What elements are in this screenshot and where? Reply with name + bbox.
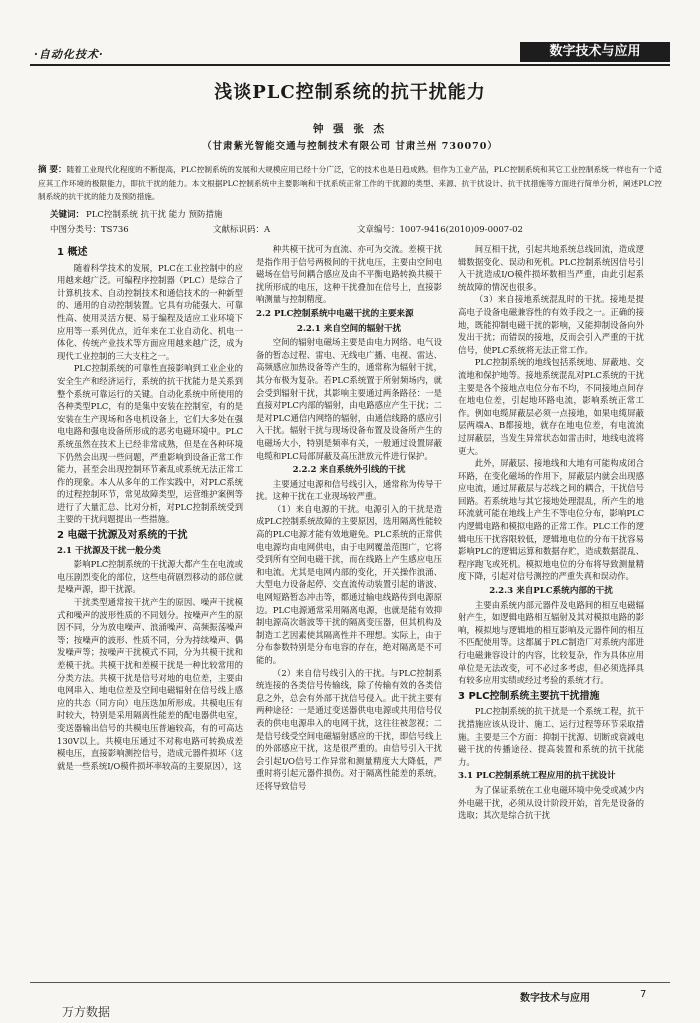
paragraph: 种共模干扰可为直流、亦可为交流。差模干扰是指作用于信号两极间的干扰电压，主要由空间电磁场在信号间耦合感应及由不平衡电路转换共模干扰所形成的电压，这种干扰叠加在信号上，直接影响测量与控制精度。 [256, 244, 442, 305]
section-heading: 2.1 干扰源及干扰一般分类 [57, 545, 161, 556]
paragraph: PLC控制系统的抗干扰是一个系统工程，抗干扰措施应该从设计、施工、运行过程等环节采取措施。主要是三个方面：抑制干扰源、切断或衰减电磁干扰的传播途径、提高装置和系统的抗干扰能力。 [458, 706, 644, 767]
section-heading: 1 概述 [57, 247, 88, 258]
paragraph: 随着科学技术的发展，PLC在工业控制中的应用越来越广泛。可编程序控制器（PLC）是综合了计算机技术、自动控制技术和通信技术的一种新型的、通用的自动控制装置。它具有功能强大、可靠性高、使用灵活方便、易于编程及适应工业环境下应用等一系列优点，近年来在工业自动化、机电一体化、传统产业技术等方面应用越来越广泛，成为现代工业控制的三大支柱之一。 [57, 262, 243, 361]
paragraph: （2）来自信号线引入的干扰。与PLC控制系统连接的各类信号传输线，除了传输有效的各类信息之外，总会有外部干扰信号侵入。此干扰主要有两种途径：一是通过变送器供电电源或共用信号仪表的供电电源串入的电网干扰，这往往被忽视；二是信号线受空间电磁辐射感应的干扰，即信号线上的外部感应干扰，这是很严重的。由信号引入干扰会引起I/O信号工作异常和测量精度大大降低，严重时将引起元器件损伤。对于隔离性能差的系统，还将导致信号 [256, 667, 442, 791]
authors: 钟 强 张 杰 [313, 123, 387, 135]
section-heading: 2.2.1 来自空间的辐射干扰 [296, 323, 402, 334]
paragraph: PLC控制系统的地线包括系统地、屏蔽地、交流地和保护地等。接地系统混乱对PLC系统的干扰主要是各个接地点电位分布不均，不同接地点间存在地电位差，引起地环路电流，影响系统正常工作。例如电缆屏蔽层必须一点接地，如果电缆屏蔽层两端A、B都接地，就存在地电位差，有电流流过屏蔽层，当发生异常状态如雷击时，地线电流将更大。 [458, 357, 644, 456]
paragraph: 主要通过电源和信号线引入，通常称为传导干扰。这种干扰在工业现场较严重。 [256, 478, 442, 502]
clc-number: 中图分类号：TS736 [50, 225, 129, 235]
section-heading: 2.2.2 来自系统外引线的干扰 [292, 465, 406, 476]
section-heading: 2.2.3 来自PLC系统内部的干扰 [489, 586, 613, 597]
page-number: 7 [640, 989, 647, 1000]
watermark: 万方数据 [62, 1005, 111, 1019]
section-heading: 2 电磁干扰源及对系统的干扰 [57, 530, 188, 542]
article-id: 文章编号：1007-9416(2010)09-0007-02 [357, 225, 523, 235]
paragraph: （3）来自接地系统混乱时的干扰。接地是提高电子设备电磁兼容性的有效手段之一。正确的接地，既能抑制电磁干扰的影响，又能抑制设备向外发出干扰；而错误的接地，反而会引入严重的干扰信号，使PLC系统将无法正常工作。 [458, 294, 644, 355]
section-heading: 3.1 PLC控制系统工程应用的抗干扰设计 [458, 771, 616, 782]
paragraph: 间互相干扰，引起共地系统总线回流，造成逻辑数据变化、误动和死机。PLC控制系统因信号引入干扰造成I/O模件损坏数相当严重，由此引起系统故障的情况也很多。 [458, 244, 644, 292]
paragraph: 为了保证系统在工业电磁环境中免受或减少内外电磁干扰，必须从设计阶段开始，首先是设备的选取；其次是综合抗干扰 [458, 784, 644, 821]
keywords-label: 关键词： [50, 210, 85, 220]
abstract-text: 随着工业现代化程度的不断提高，PLC控制系统的发展和大规模应用已经十分广泛，它的技术也是日趋成熟。但作为工业产品，PLC控制系统和其它工业控制系统一样也有一个适应其工作环境的极限能力，即抗干扰的能力。本文根据PLC控制系统中主要影响和干扰系统正常工作的干扰源的类型、来源、抗干扰设计、抗干扰措施等方面进行简单分析，阐述PLC控制系统的抗干扰的能力及预防措施。 [38, 165, 662, 201]
section-heading: 2.2 PLC控制系统中电磁干扰的主要来源 [256, 308, 414, 319]
column-2 [256, 243, 442, 793]
affiliation: （甘肃紫光智能交通与控制技术有限公司 甘肃兰州 730070） [202, 141, 498, 152]
doc-code: 文献标识码：A [213, 225, 271, 235]
keywords [50, 208, 223, 220]
paragraph: 干扰类型通常按干扰产生的原因、噪声干扰模式和噪声的波形性质的不同划分。按噪声产生的原因不同，分为放电噪声、浪涌噪声、高频振荡噪声等；按噪声的波形、性质不同，分为持续噪声、偶发噪声等；按噪声干扰模式不同，分为共模干扰和差模干扰。共模干扰和差模干扰是一种比较常用的分类方法。共模干扰是信号对地的电位差，主要由电网串入、地电位差及空间电磁辐射在信号线上感应的共态（同方向）电压迭加所形成。共模电压有时较大，特别是采用隔离性能差的配电器供电室，变送器输出信号的共模电压普遍较高，有的可高达130V以上。共模电压通过不对称电路可转换成差模电压，直接影响测控信号，造成元器件损坏（这就是一些系统I/O模件损坏率较高的主要原因），这 [57, 597, 243, 771]
paragraph: （1）来自电源的干扰。电源引入的干扰是造成PLC控制系统故障的主要原因，选用隔离性能较高的PLC电源才能有效地避免。PLC系统的正常供电电源均由电网供电，由于电网覆盖范围广，它将受到所有空间电磁干扰，而在线路上产生感应电压和电流。尤其是电网内部的变化，开关操作浪涌、大型电力设备起停、交直流传动装置引起的谐波、电网短路暂态冲击等，都通过输电线路传到电源原边。PLC电源通常采用隔离电源，也就是能有效抑制电源高次谐波等干扰的隔离变压器，但其机构及制造工艺因素使其隔离性并不理想。实际上，由于分布参数特别是分布电容的存在，绝对隔离是不可能的。 [256, 503, 442, 665]
paragraph: 此外，屏蔽层、接地线和大地有可能构成闭合环路，在变化磁场的作用下，屏蔽层内就会出现感应电流，通过屏蔽层与芯线之间的耦合，干扰信号回路。若系统地与其它接地处理混乱，所产生的地环流就可能在地线上产生不等电位分布，影响PLC内逻辑电路和模拟电路的正常工作。PLC工作的逻辑电压干扰容限较低，逻辑地电位的分布干扰容易影响PLC的逻辑运算和数据存贮，造成数据混乱、程序跑飞或死机。模拟地电位的分布将导致测量精度下降，引起对信号测控的严重失真和误动作。 [458, 458, 644, 582]
abstract-label: 摘 要： [38, 165, 67, 175]
paragraph: PLC控制系统的可靠性直接影响到工业企业的安全生产和经济运行，系统的抗干扰能力是关系到整个系统可靠运行的关键。自动化系统中所使用的各种类型PLC，有的是集中安装在控制室，有的是安装在生产现场和各电机设备上，它们大多处在强电电路和强电设备所形成的恶劣电磁环境中。PLC系统虽然在技术上已经非常成熟，但是在各种环境下仍然会出现一些问题，严重影响到设备正常工作能力，甚至会出现控制环节紊乱或系统无法正常工作的现象。本人从多年的工作实践中，对PLC系统的过程控制环节，常见故障类型，运营维护案例等进行了大量汇总、比对分析，对PLC控制系统受到主要的干扰问题提出一些措施。 [57, 363, 243, 525]
header-rule [30, 64, 670, 66]
column-3 [458, 243, 644, 822]
section-heading: 3 PLC控制系统主要抗干扰措施 [458, 690, 600, 702]
abstract [38, 163, 662, 203]
column-1 [57, 243, 243, 772]
section-label: ·自动化技术· [34, 48, 104, 61]
paragraph: 影响PLC控制系统的干扰源大都产生在电流或电压剧烈变化的部位，这些电荷剧烈移动的部位就是噪声源，即干扰源。 [57, 559, 243, 595]
footer-rule [30, 982, 670, 983]
keywords-text: PLC控制系统 抗干扰 能力 预防措施 [86, 210, 223, 220]
journal-badge: 数字技术与应用 [520, 42, 670, 62]
paragraph: 主要由系统内部元器件及电路间的相互电磁辐射产生，如逻辑电路相互辐射及其对模拟电路的影响，模拟地与逻辑地的相互影响及元器件间的相互不匹配使用等。这都属于PLC制造厂对系统内部进行电磁兼容设计的内容，比较复杂，作为具体应用单位是无法改变，可不必过多考虑，但必须选择具有较多应用实绩或经过考验的系统才行。 [458, 599, 644, 686]
footer-journal: 数字技术与应用 [520, 993, 590, 1004]
paragraph: 空间的辐射电磁场主要是由电力网络、电气设备的暂态过程、雷电、无线电广播、电视、雷达、高频感应加热设备等产生的，通常称为辐射干扰，其分布极为复杂。若PLC系统置于所射频场内，就会受到辐射干扰，其影响主要通过两条路径：一是直接对PLC内部的辐射，由电路感应产生干扰；二是对PLC通信内网络的辐射，由通信线路的感应引入干扰。辐射干扰与现场设备布置及设备所产生的电磁场大小，特别是频率有关，一般通过设置屏蔽电缆和PLC局部屏蔽及高压泄放元件进行保护。 [256, 337, 442, 461]
article-title: 浅谈PLC控制系统的抗干扰能力 [214, 82, 486, 103]
